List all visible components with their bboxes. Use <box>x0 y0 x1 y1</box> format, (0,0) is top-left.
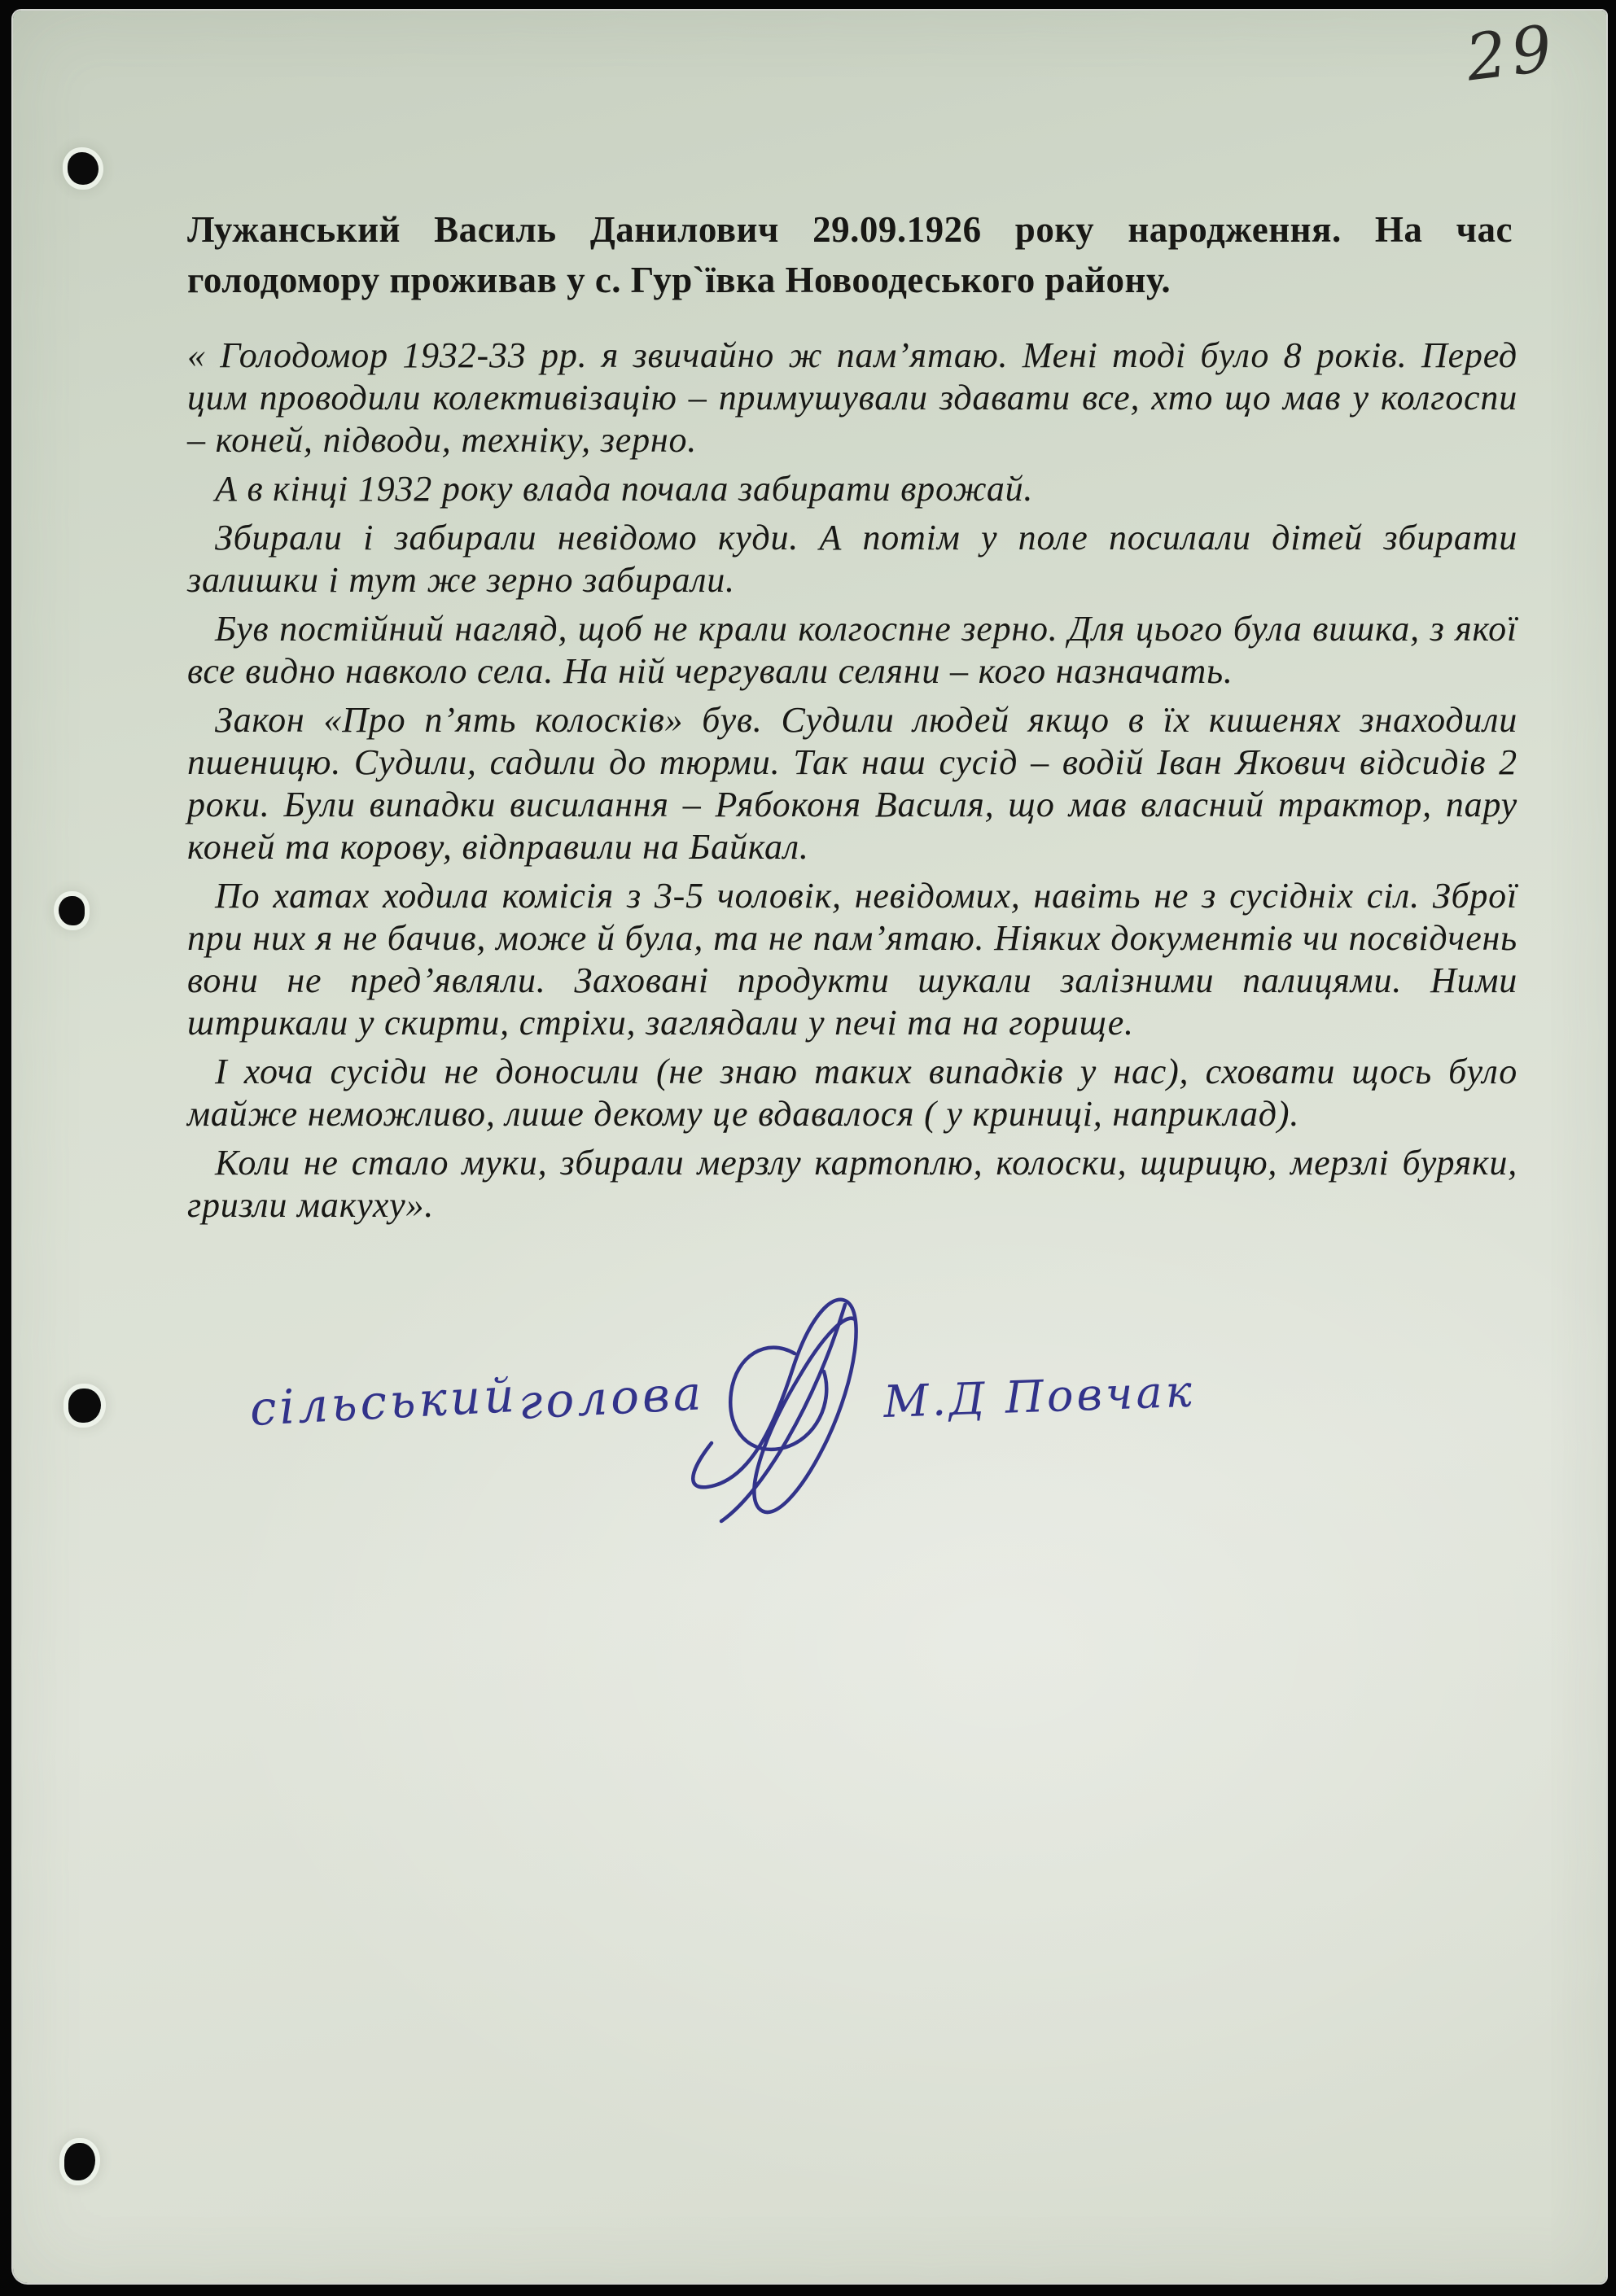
punch-hole-3 <box>68 1389 101 1423</box>
signature-flourish <box>693 1300 856 1521</box>
testimony-paragraph: Закон «Про п’ять колосків» був. Судили людей якщо в їх кишенях знаходили пшеницю. Судили, садили до тюрми. Так наш сусід – водій Іван Якович відсидів 2 роки. Були випадки висилання – Рябоконя Василя, що мав власний трактор, пару коней та корову, відправили на Байкал. <box>187 700 1517 867</box>
signature-block <box>233 1280 1291 1533</box>
signature-name: М.Д Повчак <box>882 1365 1196 1428</box>
testimony-paragraph: « Голодомор 1932-33 рр. я звичайно ж пам’ятаю. Мені тоді було 8 років. Перед цим проводили колективізацію – примушували здавати все, хто що мав у колгоспи – коней, підводи, техніку, зерно. <box>187 335 1517 460</box>
testimony-paragraph: Збирали і забирали невідомо куди. А потім у поле посилали дітей збирати залишки і тут же зерно забирали. <box>187 518 1517 600</box>
testimony-paragraph: По хатах ходила комісія з 3-5 чоловік, невідомих, навіть не з сусідніх сіл. Зброї при них я не бачив, може й була, та не пам’ятаю. Ніяких документів чи посвідчень вони не пред’являли. Заховані продукти шукали залізними палицями. Ними штрикали у скирти, стріхи, заглядали у печі та на горище. <box>187 876 1517 1043</box>
signature-role-word1: сільський <box>248 1367 519 1437</box>
signature-role-word2: голова <box>517 1365 706 1430</box>
testimony-paragraph: І хоча сусіди не доносили (не знаю таких випадків у нас), сховати щось було майже неможливо, лише декому це вдавалося ( у криниці, наприклад). <box>187 1052 1517 1134</box>
testimony-paragraph: Коли не стало муки, збирали мерзлу картоплю, колоски, щирицю, мерзлі буряки, гризли макуху». <box>187 1143 1517 1225</box>
witness-header: Лужанський Василь Данилович 29.09.1926 року народження. На час голодомору проживав у с. Гур`ївка Новоодеського району. <box>187 209 1513 300</box>
punch-hole-1 <box>68 152 99 185</box>
testimony-paragraph: А в кінці 1932 року влада почала забирати врожай. <box>215 469 1034 509</box>
punch-hole-2 <box>59 896 85 925</box>
handwritten-page-number: 29 <box>1461 11 1561 96</box>
testimony-text <box>187 335 1517 1233</box>
paper-sheet <box>13 11 1606 2283</box>
punch-hole-4 <box>64 2143 95 2180</box>
handwritten-signature <box>233 1280 1291 1533</box>
testimony-paragraph: Був постійний нагляд, щоб не крали колгоспне зерно. Для цього була вишка, з якої все видно навколо села. На ній чергували селяни – кого назначать. <box>187 609 1517 691</box>
